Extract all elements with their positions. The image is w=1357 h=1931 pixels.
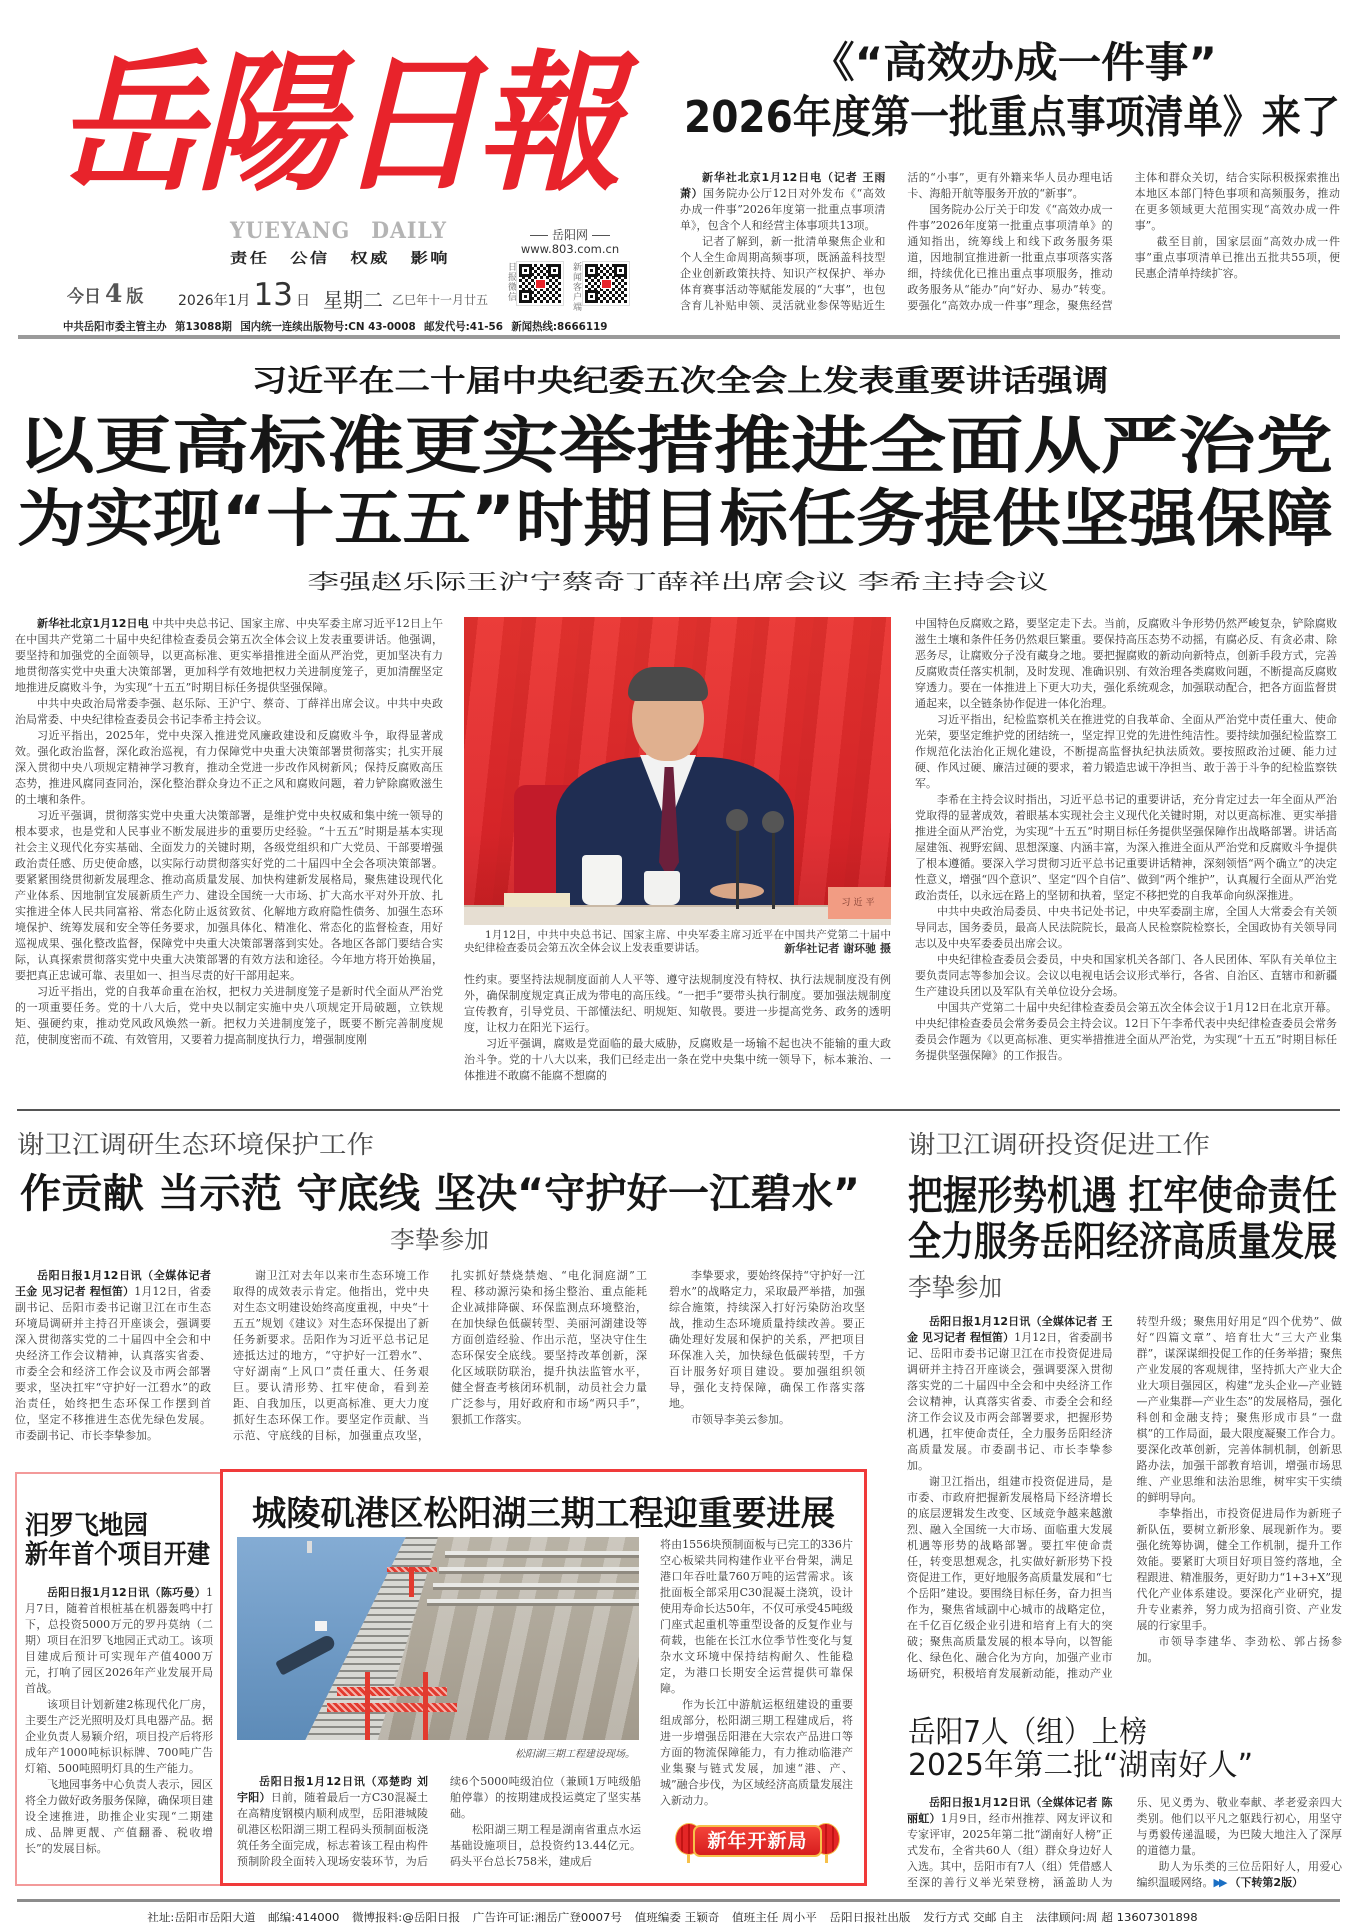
english-name-text: YUEYANG DAILY [230, 218, 447, 244]
weekday: 星期二 [323, 288, 383, 312]
paragraph [1137, 1859, 1343, 1891]
paragraph: 中共中央政治局委员、中央书记处书记，中央军委副主席，全国人大常委会有关领导同志，国务委员，最高人民法院院长，最高人民检察院检察长，全国政协有关领导同志以及中央军委委员出席会议。 [915, 905, 1337, 950]
qr-code-icon [517, 262, 563, 305]
person-hair [628, 667, 708, 701]
lead-headline-line2 [17, 482, 1334, 555]
paragraph-text: 日前，随着最后一方C30混凝土在高精度钢模内顺利成型，岳阳港城陵矶港区松阳湖三期工程码头预制面板浇筑任务全面完成，标志着该工程由构件预制阶段全面转入现场安装环节，为后续6个5000吨级泊位（兼顾1万吨级船舶停靠）的按期建成投运奠定了坚实基础。 [237, 1775, 641, 1868]
kicker-text: 谢卫江调研生态环境保护工作 [17, 1130, 374, 1159]
paragraph: 习近平强调，贯彻落实党中央重大决策部署，是维护党中央权威和集中统一领导的根本要求，也是党和人民事业不断发展进步的重要历史经验。“十五五”时期是基本实现社会主义现代化夯实基础、全面发力的关键时期，各级党组织和广大党员、干部要增强政治责任感、历史使命感，以实际行动贯彻落实好党的二十届四中全会各项决策部署。要紧紧围绕贯彻新发展理念、推动高质量发展、加快构建新发展格局，聚焦建设现代化产业体系、因地制宜发展新质生产力、建设全国统一大市场、扩大高水平对外开放、扎实推进全体人民共同富裕、常态化防止返贫致贫、化解地方政府隐性债务、加强生态环境保护、统筹发展和安全等任务要求，加强具体化、精准化、常态化的监督检查，用好巡视成果、强化整改监督，保障党中央重大决策部署落到实处。各地区各部门要结合实际，认真探索贯彻落实党中央重大决策部署的有效方法和途径。今年地方将开始换届，要把真正忠诚可靠、表里如一、担当尽责的好干部用起来。 [15, 809, 443, 982]
gantry-crane [327, 1703, 457, 1712]
paragraph: 市领导李美云参加。 [691, 1413, 790, 1426]
paragraph-text: 中共中央总书记、国家主席、中央军委主席习近平12日上午在中国共产党第二十届中央纪律检查委员会第五次全体会议上发表重要讲话。他强调，要坚持和加强党的全面领导，以更高标准、更实举措推进全面从严治党，更加坚决有力地贯彻落实党中央重大决策部署，更加科学有效地把权力关进制度笼子，更加清醒坚定地推进反腐败斗争，为实现“十五五”时期目标任务提供坚强保障。 [15, 617, 443, 694]
english-name [230, 218, 447, 242]
gantry-crane [423, 1672, 428, 1740]
headline-text: 2026年度第一批重点事项清单》来了 [684, 92, 1340, 143]
paragraph: 记者了解到，新一批清单聚焦企业和个人全生命周期高频事项，既涵盖科技型企业创新政策扶持、知识产权保护、举办体育赛事活动等赋能发展的“大事”，也包含育儿补贴申领、灵活就业参保等贴近生活的“小事”，更有外籍来华人员办理电话卡、海船开航等服务开放的“新事”。 [680, 171, 1113, 312]
issue-date [178, 277, 310, 313]
dateline: 岳阳日报1月12日讯（邓楚昀 刘宇阳） [237, 1775, 428, 1804]
paragraph [15, 616, 443, 696]
good-people-headline-line1 [908, 1716, 1147, 1750]
paragraph [680, 170, 885, 234]
info-item: 中共岳阳市委主管主办 [63, 320, 167, 333]
kicker-text: 谢卫江调研投资促进工作 [908, 1130, 1210, 1159]
qr-label-wechat: 日报微信 [506, 262, 516, 302]
qr-finder [585, 264, 598, 277]
headline-text: 以更高标准更实举措推进全面从严治党 [17, 409, 1334, 482]
microphone-icon [762, 811, 784, 833]
website-name-text: 岳阳网 [551, 228, 588, 242]
headline-text: 作贡献 当示范 守底线 坚决“守护好一江碧水” [20, 1171, 861, 1217]
slogan-text: 责任 公信 权威 影响 [230, 251, 450, 267]
paragraph [25, 1585, 213, 1697]
headline-text: 《“高效办成一件事” [811, 38, 1218, 87]
paragraph: 作为长江中游航运枢纽建设的重要组成部分，松阳湖三期工程建成后，将进一步增强岳阳港在大宗农产品进口等方面的物流保障能力，有力推动临港产业集聚与链式发展，加速“港、产、城”融合步伐，为区域经济高质量发展注入新动力。 [660, 1698, 853, 1807]
qr-finder [519, 264, 532, 277]
paragraph: 该项目计划新建2栋现代化厂房，主要生产泛光照明及灯具电器产品。据企业负责人易颖介绍，项目投产后将形成年产1000吨标识标牌、700吨广告灯箱、500吨照明灯具的生产能力。 [25, 1698, 213, 1775]
paragraph: 市领导李建华、李劲松、郭占扬参加。 [1136, 1635, 1342, 1664]
qr-label-app: 新闻客户端 [571, 262, 581, 312]
invest-story-body [907, 1314, 1342, 1684]
documents [504, 893, 570, 907]
env-kicker [17, 1131, 374, 1159]
gantry-crane [337, 1687, 447, 1696]
continued-link[interactable]: （下转第2版） [1229, 1876, 1304, 1889]
photo-credit: 新华社记者 谢环驰 摄 [784, 942, 891, 955]
paragraph-text: 助人为乐类的三位岳阳好人，用爱心编织温暖网络。 [1136, 1860, 1342, 1889]
lead-subheadline [307, 566, 1048, 594]
masthead-divider [18, 335, 1340, 339]
microphone-icon [726, 809, 748, 831]
paragraph-text: 国务院办公厅12日对外发布《“高效办成一件事”2026年度第一批重点事项清单》，包含个人和经营主体事项共13项。 [680, 187, 886, 232]
paragraph-text: 1月12日，省委副书记、岳阳市委书记谢卫江在市生态环境局调研并主持召开座谈会，强调要深入贯彻落实党的二十届四中全会和中央经济工作会议精神，认真落实省委、市委全会和经济工作会议及市两会部署要求，坚决扛牢“守护好一江碧水”的政治责任，始终把生态环保工作摆到首位，坚定不移推进生态优先绿色发展。市委副书记、市长李挚参加。 [15, 1285, 211, 1442]
env-headline [20, 1172, 860, 1216]
qr-finder [548, 264, 561, 277]
port-story-body-bottom [237, 1774, 641, 1872]
dateline: 岳阳日报1月12日讯（全媒体记者 陈丽虹） [907, 1796, 1113, 1825]
top-story-headline-line1 [811, 40, 1217, 88]
port-headline [252, 1486, 836, 1534]
tea-cup-icon [644, 871, 680, 905]
date-year-month: 2026年1月 [178, 293, 251, 309]
qr-finder [585, 290, 598, 303]
gantry-crane [365, 1672, 370, 1740]
slogan [230, 248, 450, 265]
miluo-headline-line2 [25, 1541, 210, 1571]
footer-item: 岳阳日报社出版 [829, 1911, 911, 1924]
byline-text: 李挚参加 [390, 1226, 490, 1254]
paragraph: 国务院办公厅关于印发《“高效办成一件事”2026年度第一批重点事项清单》的通知指出，统筹线上和线下政务服务渠道，因地制宜推进新一批重点事项落实落细，持续优化已推出重点事项服务，推动政务服务从“能办”向“好办、易办”转变。要强化“高效办成一件事”理念，聚焦经营主体和群众关切，结合实际积极探索推出本地区本部门特色事项和高频服务，推动在更多领域更大范围实现“高效办成一件事”。 [907, 171, 1340, 312]
top-story-body [680, 170, 1340, 316]
dateline: 岳阳日报1月12日讯（全媒体记者 王金 见习记者 程恒笛） [15, 1269, 211, 1298]
miluo-story-body [25, 1585, 213, 1877]
dateline: 岳阳日报1月12日讯（全媒体记者 王金 见习记者 程恒笛） [907, 1315, 1113, 1344]
miluo-headline-line1 [25, 1512, 148, 1542]
subheadline-text: 李强赵乐际王沪宁蔡奇丁薛祥出席会议 李希主持会议 [307, 570, 1048, 594]
port-photo [237, 1537, 639, 1740]
footer-item: 值班主任 周小平 [731, 1911, 817, 1924]
microphone-stand [736, 829, 739, 909]
paragraph: 习近平指出，2025年，党中央深入推进党风廉政建设和反腐败斗争，取得显著成效。强化政治监督，深化政治巡视，有力保障党中央重大决策部署贯彻落实；扎实开展深入贯彻中央八项规定精神学习教育，推动全党进一步改作风树新风；保持反腐败高压态势，推进风腐同查同治，深化整治群众身边不正之风和腐败问题，着力铲除腐败滋生的土壤和条件。 [15, 729, 443, 806]
paragraph: 中国特色反腐败之路，要坚定走下去。当前，反腐败斗争形势仍然严峻复杂，铲除腐败滋生土壤和条件任务仍然艰巨繁重。要保持高压态势不动摇，有腐必反、有贪必肃、除恶务尽，让腐败分子没有藏身之地。要把握腐败的新动向新特点，创新手段方式，完善反腐败责任落实机制，及时发现、准确识别、有效治理各类腐败问题，不断提高反腐败穿透力。要在一体推进上下更大功夫，强化系统观念，加强联动配合，把各方面监督贯通起来，以全链条协作促进一体化治理。 [915, 617, 1337, 710]
lead-kicker [251, 365, 1108, 399]
dash-divider [530, 235, 548, 236]
kicker-text: 习近平在二十届中央纪委五次全会上发表重要讲话强调 [250, 364, 1109, 399]
trestle [427, 1599, 639, 1603]
paragraph: 习近平强调，腐败是党面临的最大威胁，反腐败是一场输不起也决不能输的重大政治斗争。党的十八大以来，我们已经走出一条在党中央集中统一领导下，标本兼治、一体推进不敢腐不能腐不想腐的 [464, 1037, 891, 1082]
lantern-tassel [825, 1854, 828, 1863]
footer-info [146, 1906, 1210, 1924]
tea-cup-icon [582, 855, 622, 905]
headline-text: 岳阳7人（组）上榜 [908, 1715, 1147, 1750]
cargo-ship [275, 1633, 337, 1675]
port-story-body-side [660, 1537, 853, 1811]
top-story-headline-line2 [684, 94, 1340, 142]
lantern-tassel [687, 1854, 690, 1863]
footer-divider [17, 1899, 1340, 1902]
footer-item: 广告许可证:湘岳广登0007号 [472, 1911, 622, 1924]
masthead-logo [56, 34, 616, 214]
website-url[interactable]: www.803.com.cn [520, 242, 620, 256]
edition-number: 4 [105, 279, 123, 308]
invest-byline [908, 1274, 1002, 1302]
paragraph: 将由1556块预制面板与已完工的336片空心板梁共同构建作业平台骨架，满足港口年吞吐量760万吨的运营需求。该批面板全部采用C30混凝土浇筑，设计使用寿命长达50年，不仅可承受45吨级门座式起重机等重型设备的反复作业与荷载，也能在长江水位季节性变化与复杂水文环境中保持结构耐久、性能稳定，为港口长期安全运营提供可靠保障。 [660, 1538, 853, 1695]
qr-code-icon [583, 262, 629, 305]
paragraph: 中央纪律检查委员会委员，中央和国家机关各部门、各人民团体、军队有关单位主要负责同志等参加会议。会议以电视电话会议形式举行，各省、自治区、直辖市和新疆生产建设兵团以及军队有关单位设分会场。 [915, 953, 1337, 998]
headline-text: 汨罗飞地园 [25, 1511, 148, 1541]
dateline: 新华社北京1月12日电（记者 王雨萧） [680, 171, 886, 200]
qr-finder [614, 264, 627, 277]
headline-text: 全力服务岳阳经济高质量发展 [908, 1219, 1337, 1265]
paragraph [15, 1268, 211, 1444]
info-item: 国内统一连续出版物号:CN 43-0008 [240, 320, 416, 333]
small-boat [307, 1541, 312, 1553]
badge-label: 新年开新局 [693, 1825, 822, 1857]
lead-photo [464, 617, 891, 925]
paragraph-text: 1月9日，经市州推荐、网友评议和专家评审，2025年第二批“湖南好人榜”正式发布，全省共60人（组）群众身边好人入选。其中，岳阳市有7人（组）凭借感人至深的善行义举光荣登榜，涵盖助人为乐、见义勇为、敬业奉献、孝老爱亲四大类别。他们以平凡之躯践行初心，用坚守与勇毅传递温暖，为巴陵大地注入了深厚的道德力量。 [907, 1796, 1342, 1889]
paragraph [907, 1314, 1113, 1474]
good-people-headline-line2 [908, 1749, 1253, 1783]
paragraph: 中共中央政治局常委李强、赵乐际、王沪宁、蔡奇、丁薛祥出席会议。中共中央政治局常委、中央纪律检查委员会书记李希主持会议。 [15, 697, 443, 726]
edition-prefix: 今日 [67, 287, 101, 307]
dateline: 岳阳日报1月12日讯（陈巧曼） [47, 1586, 206, 1599]
env-story-body [15, 1268, 865, 1446]
good-people-body [907, 1795, 1342, 1893]
qr-logo-icon [601, 279, 612, 289]
logo-text: 岳陽日報 [56, 36, 617, 212]
invest-kicker [908, 1131, 1210, 1159]
paragraph: 李挚要求，要始终保持“守护好一江碧水”的战略定力，采取最严举措，加强综合施策，持续深入打好污染防治攻坚战，推动生态环境质量持续改善。要正确处理好发展和保护的关系，严把项目环保准入关，加快绿色低碳转型，千方百计服务好项目建设。要加强组织领导，强化支持保障，确保工作落实落地。 [669, 1269, 865, 1410]
lead-column-c [915, 616, 1337, 1086]
paragraph: 松阳湖三期工程是湖南省重点水运基础设施项目，总投资约13.44亿元。码头平台总长758米，建成后 [450, 1823, 641, 1868]
qr-logo-icon [535, 279, 546, 289]
port-photo-caption: 松阳湖三期工程建设现场。 [515, 1749, 635, 1760]
headline-text: 为实现“十五五”时期目标任务提供坚强保障 [17, 482, 1334, 555]
microphone-stand [772, 831, 775, 909]
paragraph: 李挚指出，市投资促进局作为新班子新队伍，要树立新形象、展现新作为。要强化统筹协调，健全工作机制，提升工作效能。要紧盯大项目好项目签约落地，全程跟进、精准服务，更好助力“1+3+X”现代化产业体系建设。要深化产业研究，提升专业素养，努力成为招商引资、产业发展的行家里手。 [1136, 1507, 1342, 1632]
edition-suffix: 版 [126, 287, 144, 307]
footer-item: 值班编委 王颖奇 [634, 1911, 720, 1924]
lunar-date: 乙巳年十一月廿五 [392, 293, 489, 307]
desk [464, 905, 891, 925]
headline-text: 新年首个项目开建 [25, 1540, 211, 1570]
info-items [63, 318, 616, 334]
paragraph-text: 1月7日，随着首根桩基在机器轰鸣中打下，总投资5000万元的罗丹莫纳（二期）项目在汨罗飞地园正式动工。该项目建成后预计可实现年产值4000万元，打响了园区2026年产业发展开局首战。 [25, 1586, 213, 1695]
dateline: 新华社北京1月12日电 [37, 617, 149, 630]
paragraph: 李希在主持会议时指出，习近平总书记的重要讲话，充分肯定过去一年全面从严治党取得的显著成效，着眼基本实现社会主义现代化关键时期，对以更高标准、更实举措推进全面从严治党，为实现“十五五”时期目标任务提供坚强保障作出战略部署。讲话高屋建瓴、视野宏阔、思想深邃、内涵丰富，为深入推进全面从严治党和反腐败斗争提供了根本遵循。要深入学习贯彻习近平总书记重要讲话精神，深刻领悟“两个确立”的决定性意义，增强“四个意识”、坚定“四个自信”、做到“两个维护”，认真履行全面从严治党政治责任，以永远在路上的坚韧和执着，坚定不移把党的自我革命向纵深推进。 [915, 793, 1337, 902]
caption-text: 1月12日，中共中央总书记、国家主席、中央军委主席习近平在中国共产党第二十届中央纪律检查委员会第五次全体会议上发表重要讲话。 [464, 929, 891, 954]
footer-item: 微博报料:@岳阳日报 [351, 1911, 460, 1924]
info-item: 邮发代号:41-56 [424, 320, 503, 333]
headline-text: 把握形势机遇 扛牢使命责任 [908, 1173, 1337, 1219]
paragraph: 性约束。要坚持法规制度面前人人平等、遵守法规制度没有特权、执行法规制度没有例外，确保制度规定真正成为带电的高压线。“一把手”要带头执行制度。要加强法规制度宣传教育，引导党员、干部懂法纪、明规矩、知敬畏。要进一步提高党务、政务的透明度，让权力在阳光下运行。 [464, 973, 891, 1034]
trestle [439, 1567, 639, 1571]
lead-column-b [464, 972, 891, 1084]
byline-text: 李挚参加 [908, 1273, 1003, 1302]
paragraph: 中国共产党第二十届中央纪律检查委员会第五次全体会议于1月12日在北京开幕。中央纪律检查委员会常务委员会主持会议。12日下午李希代表中央纪律检查委员会常务委员会作题为《以更高标准、更实举措推进全面从严治党，为实现“十五五”时期目标任务提供坚强保障》的工作报告。 [915, 1001, 1337, 1062]
footer-item: 邮编:414000 [267, 1911, 340, 1924]
footer-item: 法律顾问:周 超 13607301898 [1035, 1911, 1198, 1924]
nameplate: 习近平 [828, 887, 891, 919]
headline-text: 2025年第二批“湖南好人” [908, 1748, 1254, 1783]
new-year-badge [675, 1818, 840, 1864]
section-divider [17, 1109, 1340, 1111]
edition-count [67, 279, 143, 308]
invest-headline-line2 [908, 1220, 1337, 1264]
paragraph: 习近平指出，纪检监察机关在推进党的自我革命、全面从严治党中责任重大、使命光荣，要坚定维护党的团结统一，坚定捍卫党的先进性纯洁性。要持续加强纪检监察工作规范化法治化正规化建设，不断提高监督执纪执法质效。要按照政治过硬、能力过硬、作风过硬、廉洁过硬的要求，着力锻造忠诚干净担当、敢于善于斗争的纪检监察铁军。 [915, 713, 1337, 790]
paragraph: 习近平指出，党的自我革命重在治权，把权力关进制度笼子是新时代全面从严治党的一项重要任务。党的十八大后，党中央以制定实施中央八项规定开局破题，立铁规矩、强硬约束，推动党风政风焕然一新。把权力关进制度笼子，既要不断完善制度规范，使制度密而不疏、有效管用，又要着力提高制度执行力，增强制度刚 [15, 985, 443, 1046]
website-name [516, 226, 624, 243]
lead-column-a [15, 616, 443, 1086]
paragraph: 截至目前，国家层面“高效办成一件事”重点事项清单已推出五批共55项，便民惠企清单持续扩容。 [1134, 235, 1340, 280]
info-item: 第13088期 [175, 320, 232, 333]
lead-photo-caption [464, 929, 891, 955]
footer-items [147, 1909, 1210, 1925]
continue-arrow-icon: ▶▶ [1213, 1876, 1225, 1889]
paragraph: 谢卫江对去年以来市生态环境工作取得的成效表示肯定。他指出，党中央对生态文明建设始终高度重视，中央“十五五”规划《建议》对生态环保提出了新任务新要求。岳阳作为习近平总书记足迹抵达过的地方，“守护好一江碧水”、守好湖南“上风口”责任重大、任务艰巨。要认清形势、扛牢使命，看到差距、自我加压，以更高标准、更大力度抓好生态环保工作。要坚定作贡献、当示范、守底线的目标，加强重点攻坚，扎实抓好禁烧禁炮、“电化洞庭湖”工程、移动源污染和扬尘整治、重点能耗企业减排降碳、环保监测点环境整治，在加快绿色低碳转型、美丽河湖建设等方面创造经验、作出示范，坚决守住生态环保安全底线。要坚持改革创新，深化区域联防联治，提升执法监管水平，健全督查考核闭环机制，动员社会力量广泛参与，用好政府和市场“两只手”，狠抓工作落实。 [233, 1269, 647, 1442]
dash-divider [592, 235, 610, 236]
publication-info-line [63, 315, 616, 333]
footer-item: 发行方式 交邮 自主 [922, 1911, 1023, 1924]
paragraph-text: 1月12日，省委副书记、岳阳市委书记谢卫江在市投资促进局调研并主持召开座谈会，强调要深入贯彻落实党的二十届四中全会和中央经济工作会议精神，认真落实省委、市委全会和经济工作会议及市两会部署要求，把握形势机遇，扛牢使命责任，全力服务岳阳经济高质量发展。市委副书记、市长李挚参加。 [907, 1331, 1113, 1472]
date-day-suffix: 日 [296, 293, 310, 309]
gantry-crane [409, 1567, 414, 1597]
trestle [433, 1583, 639, 1587]
paragraph: 飞地园事务中心负责人表示，园区将全力做好政务服务保障，确保项目建设全速推进，助推企业实现“二期建成、品牌更靓、产值翻番、税收增长”的发展目标。 [25, 1778, 213, 1855]
qr-finder [519, 290, 532, 303]
lead-headline-line1 [17, 409, 1334, 482]
footer-item: 社址:岳阳市岳阳大道 [146, 1911, 256, 1924]
paragraph: 谢卫江指出，组建市投资促进局，是市委、市政府把握新发展格局下经济增长的底层逻辑发生改变、区域竞争越来越激烈、融入全国统一大市场、面临重大发展机遇等形势的战略部署。要扛牢使命责任，转变思想观念，扎实做好新形势下投资促进工作，更好地服务高质量发展和“七个岳阳”建设。要围绕目标任务，奋力担当作为，聚焦省域副中心城市的战略定位，在千亿百亿级企业引进和培育上有大的突破；聚焦高质量发展的根本导向，以智能化、绿色化、融合化为方向，加强产业市场研究，积极培育发展新动能，推动产业转型升级；聚焦用好用足“四个优势”、做好“四篇文章”、培育壮大“三大产业集群”，谋深谋细投促工作的任务举措；聚焦产业发展的客观规律，坚持抓大产业大企业大项目强园区，构建“龙头企业—产业链—产业集群—产业生态”的发展格局，强化科创和金融支持；聚焦形成市县“一盘棋”的工作局面，最大限度凝聚工作合力。要深化改革创新，完善体制机制，创新思路办法，加强干部教育培训，增强市场思维、产业思维和法治思维，树牢实干实绩的鲜明导向。 [907, 1315, 1342, 1680]
env-byline [390, 1227, 489, 1255]
headline-text: 城陵矶港区松阳湖三期工程迎重要进展 [252, 1494, 836, 1534]
date-day: 13 [253, 277, 293, 313]
ship-cabin [315, 1621, 327, 1631]
trestle [445, 1551, 639, 1555]
invest-headline-line1 [908, 1174, 1337, 1218]
info-item: 新闻热线:8666119 [511, 320, 608, 333]
